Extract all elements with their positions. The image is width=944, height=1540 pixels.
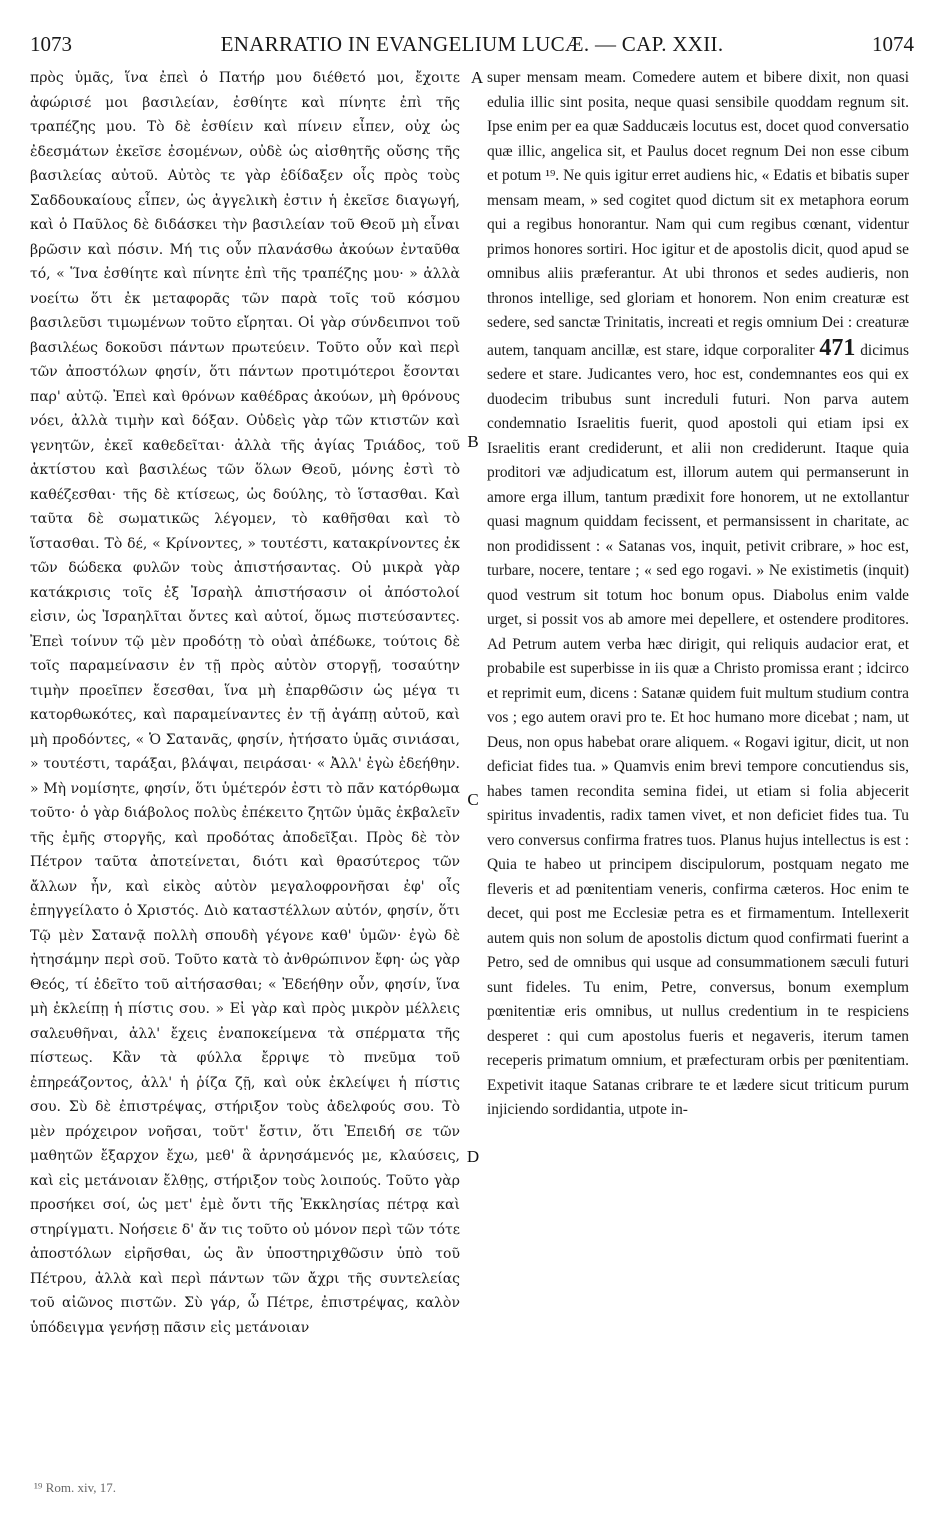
greek-paragraph: πρὸς ὑμᾶς, ἵνα ἐπεὶ ὁ Πατήρ μου διέθετό μοι, ἔχοιτε ἀφώρισέ μοι βασιλείαν, ἐσθίητε καὶ πίνητε ἐπὶ τῆς τραπέζης μου. Τὸ δὲ ἐσθίειν καὶ πίνειν εἶπεν, οὐχ ὡς ἐδεσμάτων ἐκεῖσε ἐσομένων, οὐδὲ ὡς αἰσθητῆς οὔσης τῆς βασιλείας αὐτοῦ. Αὐτὸς τε γὰρ ἐδίδαξεν οἷς πρὸς τοὺς Σαδδουκαίους εἶπεν, ὡς ἀγγελικὴ ἐστιν ἡ ἐκεῖσε διαγωγή, καὶ ὁ Παῦλος δὲ διδάσκει τὴν βασιλείαν τοῦ Θεοῦ μὴ εἶναι βρῶσιν καὶ πόσιν. Μή τις οὖν πλανάσθω ἀκούων ἐνταῦθα τό, « Ἵνα ἐσθίητε καὶ πίνητε ἐπὶ τῆς τραπέζης μου· » ἀλλὰ νοείτω ὅτι ἐκ μεταφορᾶς τῶν παρὰ τοῖς τοῦ κόσμου βασιλεῦσι τιμωμένων τοῦτο εἴρηται. Οἱ γὰρ σύνδειπνοι τοῦ βασιλέως δοκοῦσι πάντων πρωτεύειν. Τοῦτο οὖν καὶ περὶ τῶν ἀποστόλων φησίν, ὅτι πάντων προτιμότεροι ἔσονται παρ' αὐτῷ. Ἐπεὶ καὶ θρόνων καθέδρας ἀκούων, μὴ θρόνους νόει, ἀλλὰ τιμὴν καὶ δόξαν. Οὐδεὶς γὰρ τῶν κτιστῶν καὶ γενητῶν, ἐκεῖ καθεδεῖται· ἀλλὰ τῆς ἁγίας Τριάδος, τοῦ ἀκτίστου καὶ βασιλέως τῶν ὅλων Θεοῦ, μόνης ἐστὶ τὸ καθέζεσθαι· τῆς δὲ κτίσεως, ὡς δούλης, τὸ ἵστασθαι. Καὶ ταῦτα δὲ σωματικῶς λέγομεν, τὸ καθῆσθαι καὶ τὸ ἵστασθαι. Τὸ δέ, « Κρίνοντες, » τουτέστι, κατακρίνοντες ἐκ τῶν δώδεκα φυλῶν τοὺς ἀπιστήσαντας. Οὐ μικρὰ γὰρ κατάκρισις τοῖς ἐξ Ἰσραὴλ ἀπιστήσασιν οἱ ἀπόστολοί εἰσιν, ὡς Ἰσραηλῖται ὄντες καὶ αὐτοί, ὅμως πιστεύσαντες. Ἐπεὶ τοίνυν τῷ μὲν προδότῃ τὸ οὐαὶ ἀπέδωκε, τούτοις δὲ τοῖς παραμείνασιν ἐν τῇ πρὸς αὐτὸν στοργῇ, τοσαύτην τιμὴν προεῖπεν ἔσεσθαι, ἵνα μὴ ἐπαρθῶσιν ὡς μέγα τι κατορθωκότες, καὶ παραμείναντες ἐν τῇ ἀγάπῃ αὐτοῦ, καὶ μὴ προδόντες, « Ὁ Σατανᾶς, φησίν, ἠτήσατο ὑμᾶς σινιάσαι, » τουτέστι, ταράξαι, βλάψαι, πειράσαι· « Ἀλλ' ἐγὼ ἐδεήθην. » Μὴ νομίσητε, φησίν, ὅτι ὑμέτερόν ἐστι τὸ πᾶν κατόρθωμα τοῦτο· ὁ γὰρ διάβολος πολὺς ἐπέκειτο ζητῶν ὑμᾶς ἐκβαλεῖν τῆς ἐμῆς στοργῆς, καὶ προδότας ἀποδεῖξαι. Πρὸς δὲ τὸν Πέτρον ταῦτα ἀποτείνεται, διότι καὶ θρασύτερος τῶν ἄλλων ἦν, καὶ εἰκὸς αὐτὸν μεγαλοφρονῆσαι ἐφ' οἷς ἐπηγγείλατο ὁ Χριστός. Διὸ καταστέλλων αὐτόν, φησίν, ὅτι Τῷ μὲν Σατανᾷ πολλὴ σπουδὴ γέγονε καθ' ὑμῶν· ἐγὼ δὲ ἠτησάμην περὶ σοῦ. Τοῦτο κατὰ τὸ ἀνθρώπινον ἔφη· ὡς γὰρ Θεός, τί ἐδεῖτο τοῦ αἰτήσασθαι; « Ἐδεήθην οὖν, φησίν, ἵνα μὴ ἐκλείπῃ ἡ πίστις σου. » Εἰ γὰρ καὶ πρὸς μικρὸν μέλλεις σαλευθῆναι, ἀλλ' ἔχεις ἐναποκείμενα τὰ σπέρματα τῆς πίστεως. Κἂν τὰ φύλλα ἔρριψε τὸ πνεῦμα τοῦ ἐπηρεάζοντος, ἀλλ' ἡ ῥίζα ζῇ, καὶ οὐκ ἐκλείψει ἡ πίστις σου. Σὺ δὲ ἐπιστρέψας, στήριξον τοὺς ἀδελφούς σου. Τὸ μὲν πρόχειρον νοῆσαι, τοῦτ' ἔστιν, ὅτι Ἐπειδή σε τῶν μαθητῶν ἔξαρχον ἔχω, μεθ' ἃ ἀρνησάμενός με, κλαύσεις, καὶ εἰς μετάνοιαν ἔλθῃς, στήριξον τοὺς λοιπούς. Τοῦτο γὰρ προσήκει σοί, ὡς μετ' ἐμὲ ὄντι τῆς Ἐκκλησίας πέτρᾳ καὶ στηρίγματι. Νοήσειε δ' ἄν τις τοῦτο οὐ μόνον περὶ τῶν τότε ἀποστόλων εἰρῆσθαι, ὡς ἂν ὑποστηριχθῶσιν ὑπὸ τοῦ Πέτρου, ἀλλὰ καὶ περὶ πάντων τῶν ἄχρι τῆς συντελείας τοῦ αἰῶνος πιστῶν. Σὺ γάρ, ὦ Πέτρε, ἐπιστρέψας, καλὸν ὑπόδειγμα γενήσῃ πᾶσιν εἰς μετάνοιαν xyxy=(30,70,460,1336)
page-header xyxy=(30,32,914,58)
section-marker-a: A xyxy=(470,68,484,87)
section-marker-c: C xyxy=(467,790,479,809)
page-number-right: 1074 xyxy=(872,32,914,56)
latin-paragraph xyxy=(487,66,909,1123)
page-number-left: 1073 xyxy=(30,32,72,56)
latin-text-part1: super mensam meam. Comedere autem et bibere dixit, non quasi edulia illic sint posita, neque quasi sensibile quoddam regnum sit. Ipse enim per ea quæ Sadducæis locutus est, docet quod conversatio quæ illic, angelica sit, et Paulus docet regnum Dei non esse cibum et potum ¹⁹. Ne quis igitur erret audiens hic, « Edatis et bibatis super mensam meam, » sed cogitet quod dictum sit ex metaphora eorum qui a regibus honorantur. Nam qui cum regibus cœnant, videntur primos honores sortiri. Hoc igitur et de apostolis dicit, quod apud se omnibus aliis præferantur. At ubi thronos et sedes audieris, non thronos intellige, sed gloriam et honorem. Non enim creaturæ est sedere, sed sanctæ Trinitatis, increati et regis omnium Dei : creaturæ autem, tanquam ancillæ, est stare, idque corporaliter xyxy=(487,69,909,359)
greek-text-column xyxy=(30,66,460,1456)
migne-column-number: 471 xyxy=(819,334,856,361)
footnote: ¹⁹ Rom. xiv, 17. xyxy=(34,1480,116,1495)
running-title: ENARRATIO IN EVANGELIUM LUCÆ. — CAP. XXII. xyxy=(220,32,724,56)
section-marker-d: D xyxy=(466,1147,480,1166)
latin-text-column xyxy=(487,66,909,1456)
latin-text-part2: dicimus sedere et stare. Judicantes vero, hoc est, condemnantes eos qui ex duodecim tribubus sunt increduli futuri. Non parva autem condemnatio Israelitis fuerit, quod apostoli qui etiam ipsi ex Israelitis erant crediderunt, et alii non crediderunt. Itaque quia proditori væ adjudicatum est, illorum autem qui permanserunt in amore erga illum, tantum prædixit fore honorem, ut ne extollantur quasi magnum quiddam fecissent, et permansissent in charitate, ac non prodidissent : « Satanas vos, inquit, petivit cribrare, » hoc est, turbare, nocere, tentare ; « sed ego rogavi. » Ne existimetis (inquit) quod vestrum sit totum hoc bonum opus. Diabolus enim valde urget, si possit vos ab amore mei depellere, et ostendere proditores. Ad Petrum autem verba hæc dirigit, qui reliquis audacior erat, et probabile est superbisse in iis quæ a Christo promissa erant ; idcirco et reprimit eum, dicens : Satanæ quidem fuit multum studium contra vos ; ego autem oravi pro te. Et hoc humano more dicebat ; nam, ut Deus, non opus habebat orare aliquem. « Rogavi igitur, dicit, ut non deficiat fides tua. » Quamvis enim brevi tempore concutiendus sis, habes tamen recondita semina fidei, ut etiam si folia abjecerit spiritus invadentis, radix tamen vivet, et non deficiet fides tua. Tu vero conversus confirma fratres tuos. Planus hujus intellectus is est : Quia te habeo ut principem discipulorum, postquam negato me fleveris et ad pœnitentiam veneris, confirma cæteros. Hoc enim te decet, qui post me Ecclesiæ petra es et firmamentum. Intellexerit autem quis non solum de apostolis dictum quod confirmati fuerint a Petro, sed de omnibus qui usque ad consummationem sæculi futuri sunt fideles. Tu enim, Petre, conversus, bonum exemplum pœnitentiæ eris omnibus, ut nullus credentium in te respiciens desperet : qui cum apostolus fueris et negaveris, iterum tamen receperis primatum omnium, et præfecturam orbis per pœnitentiam. Expetivit itaque Satanas cribrare te et lædere sicut triticum purum injiciendo sordidantia, utpote in- xyxy=(487,341,909,1118)
section-marker-b: B xyxy=(467,432,479,451)
